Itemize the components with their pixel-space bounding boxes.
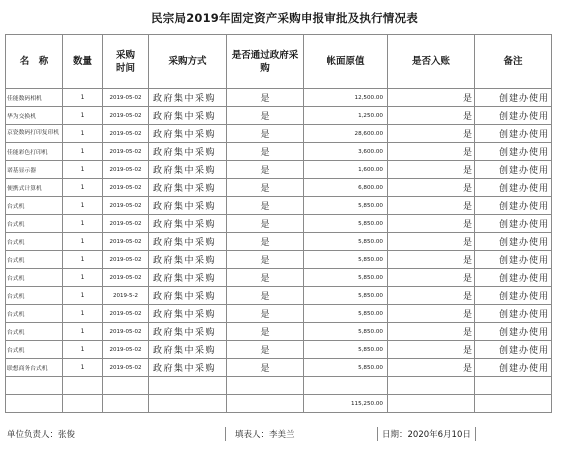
cell-date[interactable]: 2019-05-02 [103,197,149,215]
cell-name[interactable]: 联想商务台式机 [6,359,63,377]
table-row [6,359,552,377]
header-method[interactable]: 采购方式 [149,35,227,89]
cell-note[interactable]: 创建办使用 [475,107,552,125]
cell-entered[interactable]: 是 [388,89,475,107]
cell-date[interactable]: 2019-05-02 [103,323,149,341]
cell-name[interactable]: 台式机 [6,341,63,359]
cell-date[interactable]: 2019-05-02 [103,341,149,359]
cell-name[interactable]: 佳能数码相机 [6,89,63,107]
table-row [6,215,552,233]
cell-note[interactable]: 创建办使用 [475,341,552,359]
cell-qty[interactable]: 1 [63,233,103,251]
header-time[interactable]: 采购时间 [103,35,149,89]
cell-date[interactable]: 2019-05-02 [103,305,149,323]
cell-value[interactable]: 6,800.00 [304,179,388,197]
cell-note[interactable]: 创建办使用 [475,179,552,197]
cell-date[interactable]: 2019-5-2 [103,287,149,305]
cell-note[interactable]: 创建办使用 [475,197,552,215]
sheet-title: 民宗局2019年固定资产采购申报审批及执行情况表 [151,11,418,25]
cell-entered[interactable]: 是 [388,125,475,143]
cell-name[interactable]: 诺基显示器 [6,161,63,179]
empty-cell[interactable] [149,395,227,413]
empty-cell[interactable] [103,395,149,413]
cell-entered[interactable]: 是 [388,359,475,377]
table-row [6,197,552,215]
cell-passed[interactable]: 是 [227,215,304,233]
cell-passed[interactable]: 是 [227,161,304,179]
table-row [6,323,552,341]
cell-note[interactable]: 创建办使用 [475,323,552,341]
cell-passed[interactable]: 是 [227,341,304,359]
cell-method[interactable]: 政府集中采购 [149,233,227,251]
cell-value[interactable]: 5,850.00 [304,233,388,251]
cell-method[interactable]: 政府集中采购 [149,89,227,107]
cell-qty[interactable]: 1 [63,287,103,305]
cell-value[interactable]: 5,850.00 [304,287,388,305]
cell-note[interactable]: 创建办使用 [475,233,552,251]
cell-value[interactable]: 5,850.00 [304,269,388,287]
cell-method[interactable]: 政府集中采购 [149,323,227,341]
cell-method[interactable]: 政府集中采购 [149,125,227,143]
table-row-empty [6,377,552,395]
cell-method[interactable]: 政府集中采购 [149,197,227,215]
cell-date[interactable]: 2019-05-02 [103,107,149,125]
cell-entered[interactable]: 是 [388,233,475,251]
cell-value[interactable]: 5,850.00 [304,197,388,215]
cell-value[interactable]: 5,850.00 [304,323,388,341]
cell-method[interactable]: 政府集中采购 [149,143,227,161]
header-row [6,35,552,89]
empty-cell[interactable] [388,395,475,413]
cell-qty[interactable]: 1 [63,161,103,179]
empty-cell[interactable] [475,377,552,395]
cell-method[interactable]: 政府集中采购 [149,341,227,359]
empty-cell[interactable] [227,377,304,395]
cell-date[interactable]: 2019-05-02 [103,251,149,269]
header-name[interactable]: 名 称 [6,35,63,89]
footer-date[interactable]: 日期：2020年6月10日 [382,430,471,440]
cell-note[interactable]: 创建办使用 [475,359,552,377]
cell-value[interactable]: 5,850.00 [304,359,388,377]
cell-note[interactable]: 创建办使用 [475,125,552,143]
cell-name[interactable]: 佳能彩色打印机 [6,143,63,161]
cell-value[interactable]: 3,600.00 [304,143,388,161]
cell-method[interactable]: 政府集中采购 [149,269,227,287]
footer-divider [377,427,378,441]
header-entered[interactable]: 是否入账 [388,35,475,89]
cell-note[interactable]: 创建办使用 [475,215,552,233]
cell-entered[interactable]: 是 [388,341,475,359]
cell-entered[interactable]: 是 [388,197,475,215]
cell-name[interactable]: 台式机 [6,305,63,323]
table-row [6,251,552,269]
empty-cell[interactable] [63,377,103,395]
table-row [6,125,552,143]
empty-cell[interactable] [475,395,552,413]
total-value[interactable]: 115,250.00 [304,395,388,413]
empty-cell[interactable] [103,377,149,395]
footer-divider [475,427,476,441]
cell-name[interactable]: 台式机 [6,323,63,341]
cell-note[interactable]: 创建办使用 [475,269,552,287]
cell-passed[interactable]: 是 [227,89,304,107]
cell-qty[interactable]: 1 [63,359,103,377]
cell-name[interactable]: 便携式计算机 [6,179,63,197]
cell-date[interactable]: 2019-05-02 [103,269,149,287]
footer-divider [225,427,226,441]
cell-date[interactable]: 2019-05-02 [103,125,149,143]
cell-passed[interactable]: 是 [227,287,304,305]
cell-passed[interactable]: 是 [227,305,304,323]
cell-name[interactable]: 华为交换机 [6,107,63,125]
cell-passed[interactable]: 是 [227,197,304,215]
cell-value[interactable]: 5,850.00 [304,305,388,323]
cell-date[interactable]: 2019-05-02 [103,179,149,197]
cell-entered[interactable]: 是 [388,305,475,323]
footer-principal[interactable]: 单位负责人：张俊 [7,430,76,440]
empty-cell[interactable] [388,377,475,395]
total-row [6,395,552,413]
table-row [6,233,552,251]
table-row [6,89,552,107]
cell-qty[interactable]: 1 [63,143,103,161]
cell-passed[interactable]: 是 [227,107,304,125]
cell-name[interactable]: 台式机 [6,287,63,305]
cell-method[interactable]: 政府集中采购 [149,107,227,125]
cell-qty[interactable]: 1 [63,89,103,107]
cell-entered[interactable]: 是 [388,215,475,233]
table-row [6,305,552,323]
cell-name[interactable]: 台式机 [6,269,63,287]
cell-passed[interactable]: 是 [227,233,304,251]
empty-cell[interactable] [63,395,103,413]
cell-method[interactable]: 政府集中采购 [149,359,227,377]
empty-cell[interactable] [304,377,388,395]
cell-value[interactable]: 1,600.00 [304,161,388,179]
header-note[interactable]: 备注 [475,35,552,89]
table-row [6,341,552,359]
cell-entered[interactable]: 是 [388,269,475,287]
cell-note[interactable]: 创建办使用 [475,251,552,269]
cell-qty[interactable]: 1 [63,107,103,125]
cell-qty[interactable]: 1 [63,269,103,287]
cell-passed[interactable]: 是 [227,125,304,143]
cell-passed[interactable]: 是 [227,269,304,287]
cell-method[interactable]: 政府集中采购 [149,215,227,233]
cell-qty[interactable]: 1 [63,215,103,233]
cell-note[interactable]: 创建办使用 [475,143,552,161]
cell-method[interactable]: 政府集中采购 [149,305,227,323]
empty-cell[interactable] [6,395,63,413]
empty-cell[interactable] [6,377,63,395]
header-qty[interactable]: 数量 [63,35,103,89]
header-value[interactable]: 帐面原值 [304,35,388,89]
cell-value[interactable]: 28,600.00 [304,125,388,143]
cell-method[interactable]: 政府集中采购 [149,179,227,197]
cell-qty[interactable]: 1 [63,305,103,323]
table-row [6,287,552,305]
cell-note[interactable]: 创建办使用 [475,287,552,305]
cell-method[interactable]: 政府集中采购 [149,287,227,305]
cell-value[interactable]: 5,850.00 [304,341,388,359]
cell-entered[interactable]: 是 [388,107,475,125]
cell-qty[interactable]: 1 [63,197,103,215]
cell-qty[interactable]: 1 [63,125,103,143]
header-passed[interactable]: 是否通过政府采购 [227,35,304,89]
cell-passed[interactable]: 是 [227,179,304,197]
cell-passed[interactable]: 是 [227,251,304,269]
table-row [6,269,552,287]
cell-date[interactable]: 2019-05-02 [103,89,149,107]
footer-row [5,427,551,441]
table-row [6,107,552,125]
cell-note[interactable]: 创建办使用 [475,305,552,323]
cell-entered[interactable]: 是 [388,161,475,179]
cell-qty[interactable]: 1 [63,251,103,269]
cell-date[interactable]: 2019-05-02 [103,143,149,161]
cell-passed[interactable]: 是 [227,359,304,377]
cell-entered[interactable]: 是 [388,323,475,341]
cell-value[interactable]: 12,500.00 [304,89,388,107]
cell-entered[interactable]: 是 [388,179,475,197]
cell-name[interactable]: 台式机 [6,251,63,269]
cell-entered[interactable]: 是 [388,251,475,269]
table-row [6,179,552,197]
cell-note[interactable]: 创建办使用 [475,161,552,179]
empty-cell[interactable] [149,377,227,395]
cell-value[interactable]: 5,850.00 [304,215,388,233]
cell-entered[interactable]: 是 [388,287,475,305]
cell-entered[interactable]: 是 [388,143,475,161]
cell-qty[interactable]: 1 [63,341,103,359]
table-row [6,161,552,179]
cell-name[interactable]: 台式机 [6,215,63,233]
cell-method[interactable]: 政府集中采购 [149,161,227,179]
procurement-table [5,34,552,413]
cell-passed[interactable]: 是 [227,323,304,341]
cell-qty[interactable]: 1 [63,179,103,197]
cell-date[interactable]: 2019-05-02 [103,215,149,233]
cell-value[interactable]: 1,250.00 [304,107,388,125]
empty-cell[interactable] [227,395,304,413]
cell-name[interactable]: 台式机 [6,233,63,251]
cell-passed[interactable]: 是 [227,143,304,161]
cell-method[interactable]: 政府集中采购 [149,251,227,269]
cell-date[interactable]: 2019-05-02 [103,359,149,377]
footer-filler[interactable]: 填表人：李美兰 [235,430,295,440]
cell-qty[interactable]: 1 [63,323,103,341]
cell-name[interactable]: 京瓷数码打印复印机 [6,125,63,143]
cell-note[interactable]: 创建办使用 [475,89,552,107]
cell-name[interactable]: 台式机 [6,197,63,215]
cell-date[interactable]: 2019-05-02 [103,233,149,251]
table-row [6,143,552,161]
cell-value[interactable]: 5,850.00 [304,251,388,269]
cell-date[interactable]: 2019-05-02 [103,161,149,179]
